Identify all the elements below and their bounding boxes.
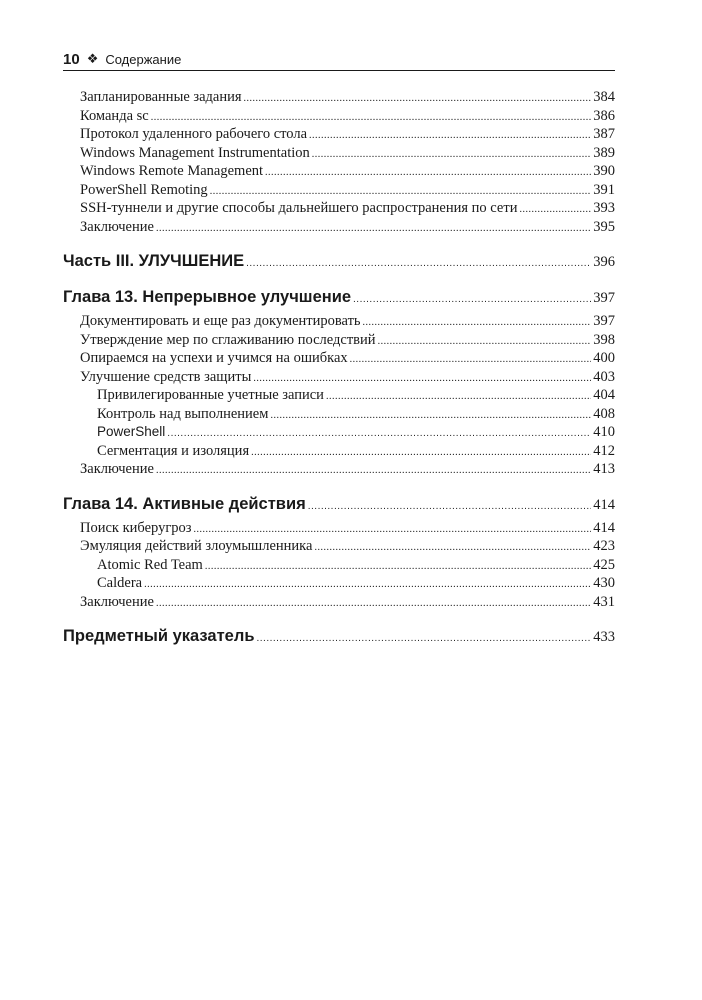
toc-entry-page: 398 <box>593 331 615 348</box>
leader-dots <box>205 558 591 577</box>
toc-subentry[interactable] <box>63 405 615 424</box>
toc-entry-title: Заключение <box>80 461 154 477</box>
toc-entry[interactable] <box>63 218 615 237</box>
toc-entry-title: Atomic Red Team <box>97 556 203 573</box>
leader-dots <box>326 388 591 407</box>
toc-subentry[interactable] <box>63 386 615 405</box>
toc-entry-page: 414 <box>593 519 615 536</box>
toc-entry-title: Опираемся на успехи и учимся на ошибках <box>80 350 348 366</box>
toc-entry-page: 387 <box>593 126 615 142</box>
toc-entry-page: 390 <box>593 163 615 179</box>
leader-dots <box>312 146 591 165</box>
leader-dots <box>244 90 592 109</box>
toc-entry-page: 391 <box>593 181 615 198</box>
toc-entry[interactable] <box>63 107 615 126</box>
toc-entry-page: 431 <box>593 593 615 610</box>
toc-entry-title: Caldera <box>97 575 143 591</box>
leader-dots <box>378 333 592 352</box>
toc-entry[interactable] <box>63 368 615 387</box>
leader-dots <box>308 496 592 518</box>
leader-dots <box>156 462 591 481</box>
toc-subentry[interactable] <box>63 423 615 442</box>
running-header <box>63 48 615 71</box>
diamond-ornament-icon: ❖ <box>86 51 99 66</box>
leader-dots <box>156 595 591 614</box>
toc-entry-title: Привилегированные учетные записи <box>97 387 324 403</box>
toc-entry[interactable] <box>63 593 615 612</box>
toc-entry-page: 395 <box>593 218 615 235</box>
spacer <box>63 479 615 493</box>
leader-dots <box>265 164 591 183</box>
toc-entry-title: Windows Management Instrumentation <box>80 144 310 161</box>
toc-entry[interactable] <box>63 312 615 331</box>
toc-entry-title: Контроль над выполнением <box>97 405 269 422</box>
leader-dots <box>519 201 591 220</box>
page-number: 10 <box>63 50 80 68</box>
toc-entry[interactable] <box>63 144 615 163</box>
toc-part-entry[interactable] <box>63 250 615 272</box>
toc-entry[interactable] <box>63 537 615 556</box>
leader-dots <box>363 314 592 333</box>
toc-entry-title: Поиск киберугроз <box>80 519 192 536</box>
toc-entry-title: Команда sc <box>80 107 149 124</box>
leader-dots <box>144 576 591 595</box>
toc-entry-title: SSH-туннели и другие способы дальнейшего распространения по сети <box>80 200 518 216</box>
leader-dots <box>350 351 592 370</box>
leader-dots <box>353 289 591 311</box>
toc-entry-title: Запланированные задания <box>80 89 242 105</box>
toc-entry-page: 397 <box>593 290 615 306</box>
toc-entry-page: 386 <box>593 107 615 124</box>
leader-dots <box>314 539 591 558</box>
toc-index-entry[interactable] <box>63 625 615 647</box>
table-of-contents <box>63 88 615 647</box>
toc-entry-title: Документировать и еще раз документировать <box>80 313 361 329</box>
toc-entry-page: 430 <box>593 575 615 591</box>
toc-entry-page: 400 <box>593 350 615 366</box>
toc-entry-title: Глава 14. Активные действия <box>63 494 306 513</box>
toc-entry-title: Улучшение средств защиты <box>80 368 252 385</box>
toc-entry-title: Утверждение мер по сглаживанию последствий <box>80 331 376 348</box>
toc-entry-page: 433 <box>593 629 615 645</box>
toc-entry-title: Глава 13. Непрерывное улучшение <box>63 288 352 306</box>
toc-entry-page: 410 <box>593 424 615 440</box>
toc-entry[interactable] <box>63 125 615 144</box>
leader-dots <box>246 253 591 275</box>
toc-entry-page: 413 <box>593 461 615 477</box>
toc-subentry[interactable] <box>63 556 615 575</box>
toc-entry-title: PowerShell <box>97 424 166 439</box>
toc-entry-page: 384 <box>593 89 615 105</box>
header-title: Содержание <box>105 51 182 67</box>
toc-chapter-entry[interactable] <box>63 493 615 515</box>
toc-entry-page: 423 <box>593 538 615 554</box>
toc-entry-page: 412 <box>593 442 615 459</box>
toc-entry-page: 397 <box>593 313 615 329</box>
toc-entry[interactable] <box>63 349 615 368</box>
toc-entry-title: Протокол удаленного рабочего стола <box>80 126 308 142</box>
toc-entry[interactable] <box>63 88 615 107</box>
toc-entry-title: Заключение <box>80 218 154 235</box>
toc-entry-title: Предметный указатель <box>63 627 255 645</box>
toc-entry-title: PowerShell Remoting <box>80 181 208 198</box>
toc-entry[interactable] <box>63 519 615 538</box>
spacer <box>63 611 615 625</box>
toc-entry-page: 414 <box>593 496 615 513</box>
toc-entry-title: Эмуляция действий злоумышленника <box>80 538 313 554</box>
toc-entry-page: 425 <box>593 556 615 573</box>
toc-entry-title: Windows Remote Management <box>80 163 264 179</box>
leader-dots <box>309 127 591 146</box>
leader-dots <box>251 444 591 463</box>
toc-entry[interactable] <box>63 331 615 350</box>
leader-dots <box>256 628 591 650</box>
toc-entry[interactable] <box>63 460 615 479</box>
toc-entry-page: 404 <box>593 387 615 403</box>
leader-dots <box>270 407 591 426</box>
spacer <box>63 236 615 250</box>
toc-entry-page: 408 <box>593 405 615 422</box>
toc-entry-page: 389 <box>593 144 615 161</box>
toc-entry-title: Часть III. УЛУЧШЕНИЕ <box>63 252 245 270</box>
toc-entry-page: 403 <box>593 368 615 385</box>
toc-entry-title: Заключение <box>80 593 154 610</box>
leader-dots <box>156 220 591 239</box>
toc-subentry[interactable] <box>63 574 615 593</box>
toc-entry-page: 393 <box>593 200 615 216</box>
toc-entry[interactable] <box>63 162 615 181</box>
toc-entry-title: Сегментация и изоляция <box>97 442 250 459</box>
toc-entry-page: 396 <box>593 254 615 270</box>
toc-chapter-entry[interactable] <box>63 286 615 308</box>
toc-entry[interactable] <box>63 181 615 200</box>
toc-subentry[interactable] <box>63 442 615 461</box>
toc-entry[interactable] <box>63 199 615 218</box>
